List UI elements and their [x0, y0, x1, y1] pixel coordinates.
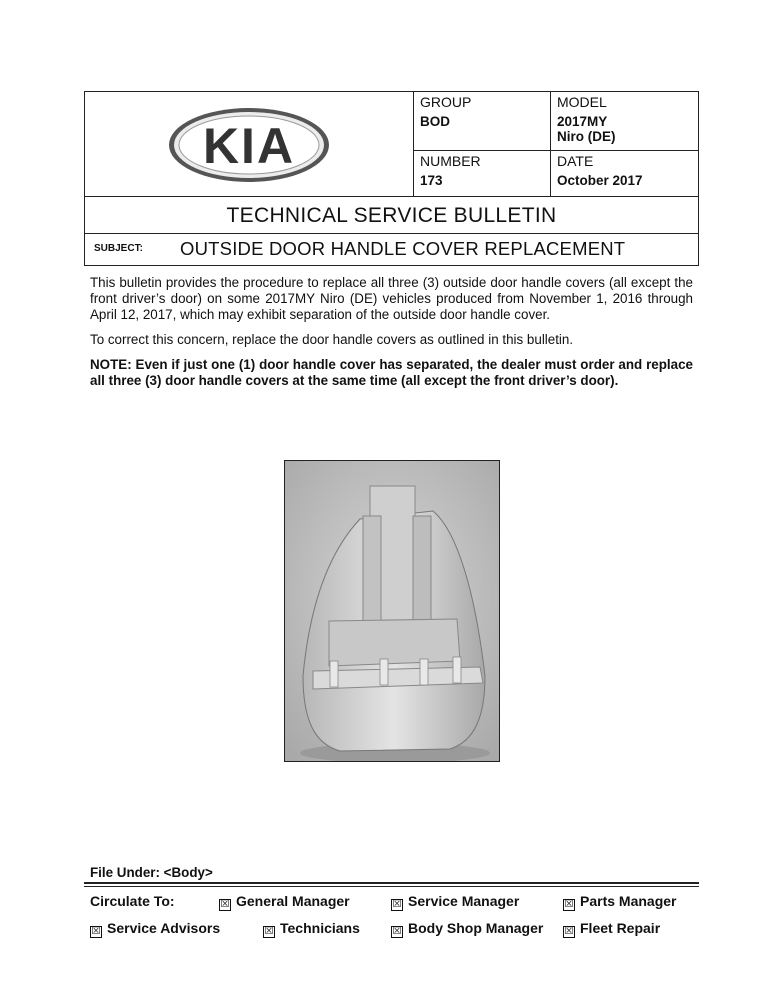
- intro-paragraph: This bulletin provides the procedure to replace all three (3) outside door handle covers (all except the front driver’s door) on some 2017MY Niro (DE) vehicles produced from November 1, 2016 through April 12, 2017, which may exhibit separation of the outside door handle cover.: [90, 275, 693, 322]
- group-label: GROUP: [420, 94, 472, 110]
- date-label: DATE: [557, 153, 594, 169]
- number-label: NUMBER: [420, 153, 481, 169]
- file-under: File Under: <Body>: [90, 865, 213, 880]
- checked-box-icon: ☒: [564, 899, 574, 910]
- recipient-body-shop-manager: ☒ Body Shop Manager: [392, 920, 544, 937]
- logo-cell: [85, 92, 414, 197]
- circulate-label: Circulate To:: [90, 893, 175, 909]
- date-cell: [551, 151, 698, 197]
- footer-rule: [84, 882, 699, 884]
- correction-paragraph: To correct this concern, replace the door handle covers as outlined in this bulletin.: [90, 332, 574, 347]
- number-value: 173: [420, 173, 443, 188]
- checked-box-icon: ☒: [220, 899, 230, 910]
- door-handle-cover-photo: [284, 460, 500, 762]
- recipient-parts-manager: ☒ Parts Manager: [564, 893, 677, 910]
- model-label: MODEL: [557, 94, 607, 110]
- recipient-service-manager: ☒ Service Manager: [392, 893, 520, 910]
- logo-text: KIA: [202, 118, 296, 174]
- kia-logo: [85, 92, 414, 197]
- bulletin-header-table: [84, 91, 699, 266]
- subject-label: SUBJECT:: [94, 243, 143, 254]
- recipient-technicians: ☒ Technicians: [264, 920, 360, 937]
- model-value: 2017MY Niro (DE): [557, 114, 616, 144]
- checked-box-icon: ☒: [392, 926, 402, 937]
- checked-box-icon: ☒: [392, 899, 402, 910]
- date-value: October 2017: [557, 173, 643, 188]
- group-value: BOD: [420, 114, 450, 129]
- footer-rule-thin: [84, 886, 699, 887]
- note-paragraph: NOTE: Even if just one (1) door handle cover has separated, the dealer must order and replace all three (3) door handle covers at the same time (all except the front driver’s door).: [90, 357, 693, 388]
- checked-box-icon: ☒: [91, 926, 101, 937]
- recipient-service-advisors: ☒ Service Advisors: [91, 920, 221, 937]
- checked-box-icon: ☒: [264, 926, 274, 937]
- recipient-general-manager: ☒ General Manager: [220, 893, 350, 910]
- subject-value: OUTSIDE DOOR HANDLE COVER REPLACEMENT: [180, 238, 626, 259]
- group-cell: [414, 92, 551, 151]
- recipient-fleet-repair: ☒ Fleet Repair: [564, 920, 661, 937]
- bulletin-title: TECHNICAL SERVICE BULLETIN: [85, 197, 698, 234]
- checked-box-icon: ☒: [564, 926, 574, 937]
- subject-row: [85, 234, 698, 265]
- number-cell: [414, 151, 551, 197]
- model-cell: [551, 92, 698, 151]
